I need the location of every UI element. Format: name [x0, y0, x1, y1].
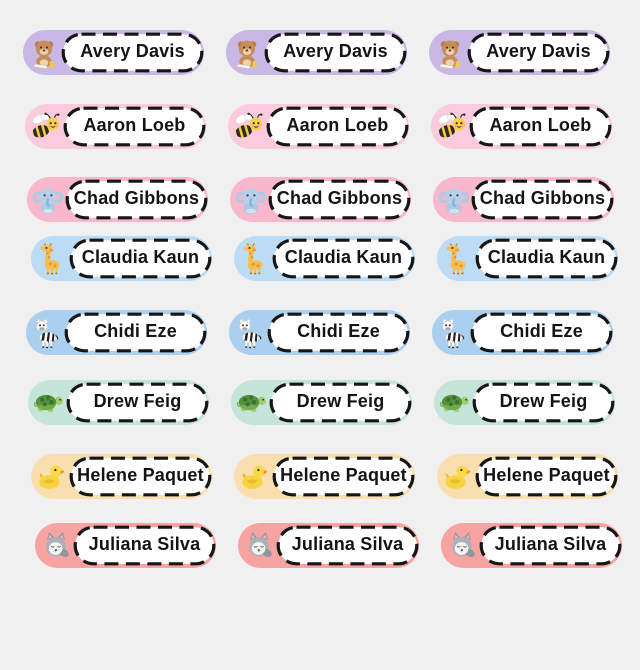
label-name-text: Chad Gibbons — [276, 188, 403, 208]
name-oval — [470, 312, 613, 353]
name-oval — [276, 525, 419, 566]
label-name-text: Chidi Eze — [500, 321, 583, 341]
label-name-text: Claudia Kaun — [81, 247, 200, 267]
label-name-text: Chidi Eze — [94, 321, 177, 341]
teddy-bear-icon — [27, 32, 61, 74]
label-row-wolf — [35, 523, 640, 568]
name-label-duck — [437, 454, 618, 499]
giraffe-icon — [35, 238, 69, 280]
giraffe-icon — [441, 238, 475, 280]
sticker-sheet-preview — [0, 30, 640, 670]
label-row-duck — [31, 454, 640, 499]
name-label-bear — [23, 30, 204, 75]
duck-icon — [441, 456, 475, 498]
duck-icon — [35, 456, 69, 498]
name-label-turtle — [434, 380, 615, 425]
name-label-duck — [31, 454, 212, 499]
elephant-icon — [31, 179, 65, 221]
label-name-text: Juliana Silva — [291, 534, 404, 554]
name-label-giraffe — [234, 236, 415, 281]
bee-icon — [232, 106, 266, 148]
name-label-zebra — [26, 310, 207, 355]
turtle-icon — [32, 382, 66, 424]
label-row-zebra — [26, 310, 640, 355]
turtle-icon — [438, 382, 472, 424]
wolf-icon — [445, 525, 479, 567]
name-oval — [69, 238, 212, 279]
name-label-wolf — [238, 523, 419, 568]
name-oval — [61, 32, 204, 73]
name-oval — [267, 312, 410, 353]
label-name-text: Juliana Silva — [494, 534, 607, 554]
elephant-icon — [234, 179, 268, 221]
label-name-text: Drew Feig — [93, 391, 182, 411]
label-name-text: Drew Feig — [296, 391, 385, 411]
name-oval — [73, 525, 216, 566]
name-oval — [479, 525, 622, 566]
bee-icon — [435, 106, 469, 148]
name-label-giraffe — [31, 236, 212, 281]
wolf-icon — [242, 525, 276, 567]
name-label-bee — [228, 104, 409, 149]
wolf-icon — [39, 525, 73, 567]
label-name-text: Avery Davis — [283, 41, 388, 61]
zebra-icon — [436, 312, 470, 354]
label-name-text: Drew Feig — [499, 391, 588, 411]
zebra-icon — [233, 312, 267, 354]
name-oval — [272, 238, 415, 279]
label-name-text: Helene Paquet — [483, 465, 610, 485]
name-oval — [471, 179, 614, 220]
name-oval — [268, 179, 411, 220]
bee-icon — [29, 106, 63, 148]
label-row-turtle — [28, 380, 640, 425]
label-name-text: Aaron Loeb — [83, 115, 186, 135]
name-oval — [66, 382, 209, 423]
name-oval — [272, 456, 415, 497]
name-oval — [469, 106, 612, 147]
label-row-bee — [25, 104, 640, 149]
giraffe-icon — [238, 238, 272, 280]
name-label-turtle — [231, 380, 412, 425]
name-oval — [472, 382, 615, 423]
name-label-wolf — [35, 523, 216, 568]
label-row-giraffe — [31, 236, 640, 281]
name-oval — [65, 179, 208, 220]
label-name-text: Avery Davis — [486, 41, 591, 61]
label-row-elephant — [27, 177, 640, 222]
label-name-text: Claudia Kaun — [487, 247, 606, 267]
name-oval — [475, 456, 618, 497]
name-label-elephant — [230, 177, 411, 222]
label-name-text: Juliana Silva — [88, 534, 201, 554]
name-label-elephant — [433, 177, 614, 222]
label-name-text: Helene Paquet — [280, 465, 407, 485]
name-oval — [269, 382, 412, 423]
name-label-wolf — [441, 523, 622, 568]
name-oval — [64, 312, 207, 353]
name-oval — [69, 456, 212, 497]
label-name-text: Chad Gibbons — [73, 188, 200, 208]
label-name-text: Helene Paquet — [77, 465, 204, 485]
zebra-icon — [30, 312, 64, 354]
label-name-text: Aaron Loeb — [286, 115, 389, 135]
name-label-bear — [429, 30, 610, 75]
name-oval — [266, 106, 409, 147]
name-oval — [467, 32, 610, 73]
teddy-bear-icon — [433, 32, 467, 74]
name-label-bear — [226, 30, 407, 75]
label-row-bear — [23, 30, 640, 75]
turtle-icon — [235, 382, 269, 424]
label-name-text: Aaron Loeb — [489, 115, 592, 135]
teddy-bear-icon — [230, 32, 264, 74]
name-oval — [264, 32, 407, 73]
name-label-zebra — [432, 310, 613, 355]
label-name-text: Chad Gibbons — [479, 188, 606, 208]
name-oval — [475, 238, 618, 279]
name-label-bee — [25, 104, 206, 149]
elephant-icon — [437, 179, 471, 221]
label-name-text: Claudia Kaun — [284, 247, 403, 267]
name-label-duck — [234, 454, 415, 499]
name-label-turtle — [28, 380, 209, 425]
name-label-giraffe — [437, 236, 618, 281]
name-label-zebra — [229, 310, 410, 355]
name-label-elephant — [27, 177, 208, 222]
duck-icon — [238, 456, 272, 498]
name-label-bee — [431, 104, 612, 149]
label-name-text: Chidi Eze — [297, 321, 380, 341]
name-oval — [63, 106, 206, 147]
label-name-text: Avery Davis — [80, 41, 185, 61]
